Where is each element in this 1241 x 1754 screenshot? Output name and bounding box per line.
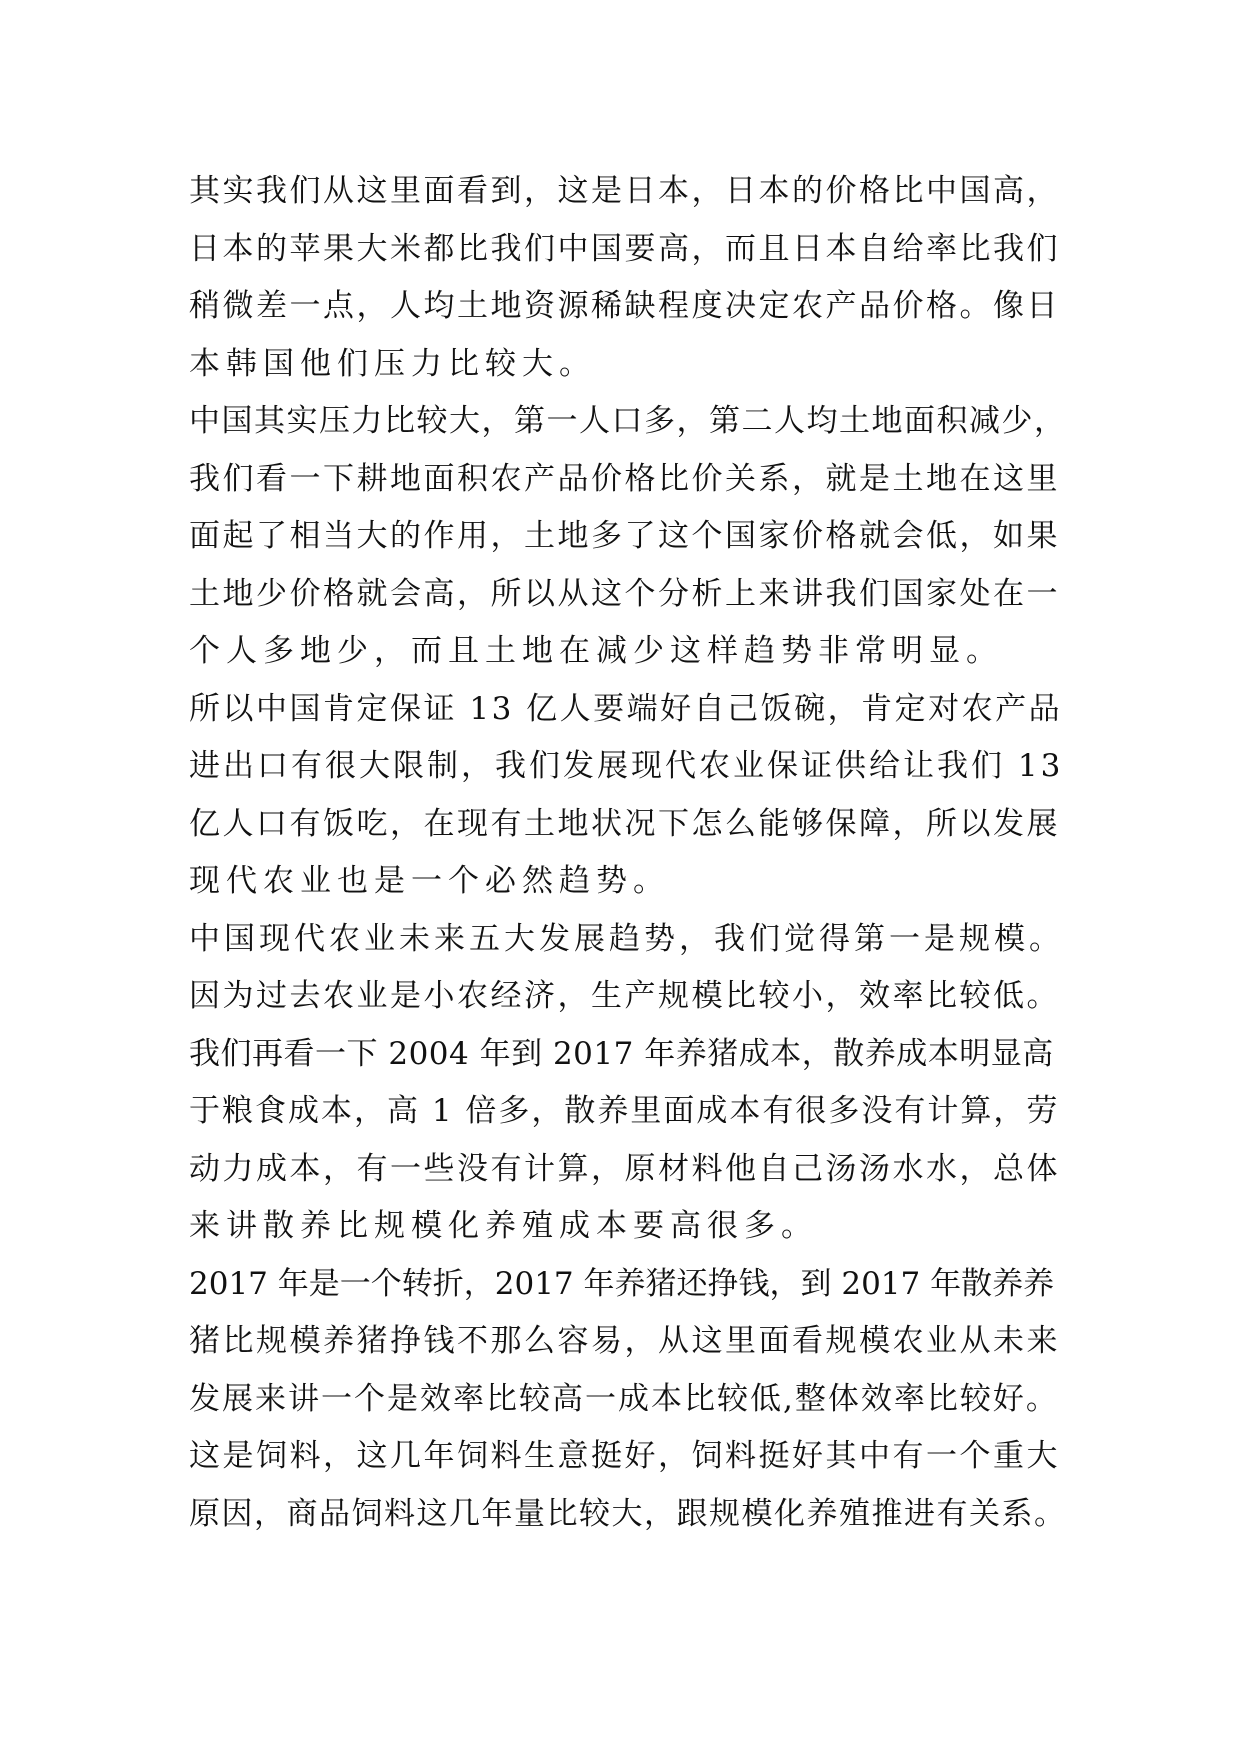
text-line: 土地少价格就会高，所以从这个分析上来讲我们国家处在一 xyxy=(189,575,1060,612)
text-line: 发展来讲一个是效率比较高一成本比较低,整体效率比较好。 xyxy=(189,1380,1059,1417)
text-line: 其实我们从这里面看到，这是日本，日本的价格比中国高， xyxy=(189,173,1060,209)
text-line: 中国其实压力比较大，第一人口多，第二人均土地面积减少， xyxy=(189,403,1067,439)
document-body xyxy=(189,163,1069,1543)
text-line: 于粮食成本，高 1 倍多，散养里面成本有很多没有计算，劳 xyxy=(189,1093,1060,1129)
text-line: 进出口有很大限制，我们发展现代农业保证供给让我们 13 xyxy=(189,748,1064,784)
text-line: 亿人口有饭吃，在现有土地状况下怎么能够保障，所以发展 xyxy=(189,805,1060,842)
text-line: 面起了相当大的作用，土地多了这个国家价格就会低，如果 xyxy=(189,518,1060,554)
text-line: 所以中国肯定保证 13 亿人要端好自己饭碗，肯定对农产品 xyxy=(189,690,1063,727)
text-line: 我们再看一下 2004 年到 2017 年养猪成本，散养成本明显高 xyxy=(189,1035,1054,1072)
text-line: 中国现代农业未来五大发展趋势，我们觉得第一是规模。 xyxy=(189,920,1064,957)
text-line: 原因，商品饲料这几年量比较大，跟规模化养殖推进有关系。 xyxy=(189,1495,1067,1532)
text-line: 个人多地少，而且土地在减少这样趋势非常明显。 xyxy=(189,633,1003,669)
text-line: 动力成本，有一些没有计算，原材料他自己汤汤水水，总体 xyxy=(189,1150,1060,1187)
text-line: 我们看一下耕地面积农产品价格比价关系，就是土地在这里 xyxy=(189,460,1060,497)
text-line: 日本的苹果大米都比我们中国要高，而且日本自给率比我们 xyxy=(189,230,1060,267)
text-line: 这是饲料，这几年饲料生意挺好，饲料挺好其中有一个重大 xyxy=(189,1438,1060,1474)
text-line: 现代农业也是一个必然趋势。 xyxy=(189,863,670,899)
text-line: 来讲散养比规模化养殖成本要高很多。 xyxy=(189,1208,818,1244)
text-line: 本韩国他们压力比较大。 xyxy=(189,345,596,382)
text-line: 2017 年是一个转折，2017 年养猪还挣钱，到 2017 年散养养 xyxy=(189,1265,1055,1302)
text-line: 稍微差一点，人均土地资源稀缺程度决定农产品价格。像日 xyxy=(189,288,1060,324)
text-line: 因为过去农业是小农经济，生产规模比较小，效率比较低。 xyxy=(189,978,1060,1014)
text-line: 猪比规模养猪挣钱不那么容易，从这里面看规模农业从未来 xyxy=(189,1323,1060,1359)
